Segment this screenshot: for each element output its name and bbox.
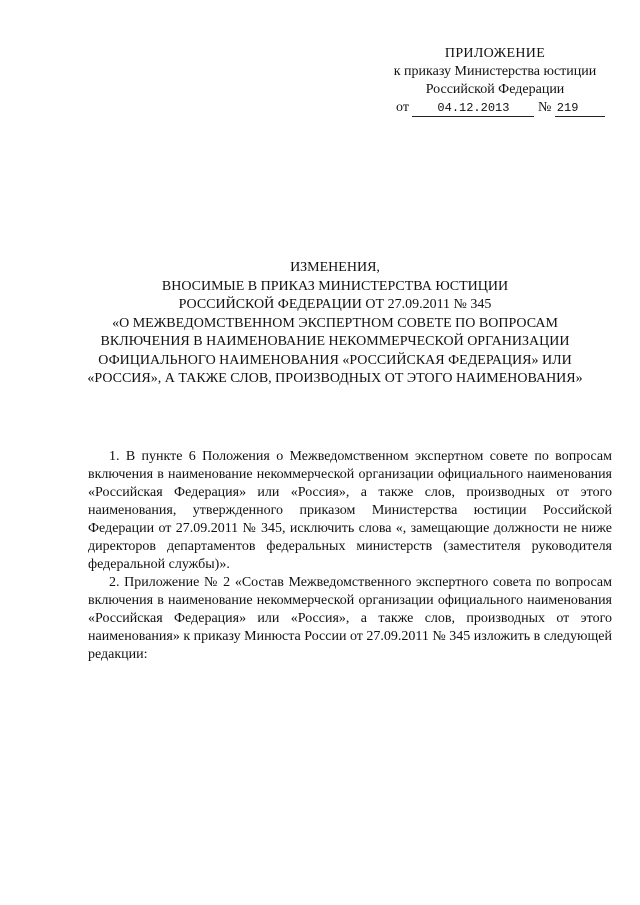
appendix-block — [380, 45, 610, 117]
document-body — [88, 448, 612, 664]
appendix-line-federation: Российской Федерации — [425, 82, 565, 97]
order-date: 04.12.2013 — [412, 101, 534, 117]
appendix-title: ПРИЛОЖЕНИЕ — [444, 46, 546, 61]
appendix-line-order: к приказу Министерства юстиции — [393, 64, 597, 79]
number-label: № — [537, 100, 552, 115]
heading-line: ИЗМЕНЕНИЯ, — [290, 260, 380, 275]
heading-line: ВНОСИМЫЕ В ПРИКАЗ МИНИСТЕРСТВА ЮСТИЦИИ — [161, 278, 509, 294]
heading-line: «О МЕЖВЕДОМСТВЕННОМ ЭКСПЕРТНОМ СОВЕТЕ ПО ВОПРОСАМ — [112, 315, 558, 331]
order-number: 219 — [555, 101, 605, 117]
heading-line: «РОССИЯ», А ТАКЖЕ СЛОВ, ПРОИЗВОДНЫХ ОТ ЭТОГО НАИМЕНОВАНИЯ» — [87, 371, 583, 386]
order-date-number-line — [380, 99, 610, 117]
from-label: от — [396, 100, 409, 115]
heading-line: ВКЛЮЧЕНИЯ В НАИМЕНОВАНИЕ НЕКОММЕРЧЕСКОЙ ОРГАНИЗАЦИИ — [100, 334, 570, 349]
document-heading — [50, 259, 620, 389]
heading-line: РОССИЙСКОЙ ФЕДЕРАЦИИ ОТ 27.09.2011 № 345 — [178, 297, 492, 312]
paragraph-1: 1. В пункте 6 Положения о Межведомственном экспертном совете по вопросам включения в наименование некоммерческой организации официального наименования «Российская Федерация» или «Россия», а также слов, производных от этого наименования, утвержденного приказом Министерства юстиции Российской Федерации от 27.09.2011 № 345, исключить слова «, замещающие должности не ниже директоров департаментов федеральных министерств (заместителя руководителя федеральной службы)». — [88, 449, 612, 572]
paragraph-2: 2. Приложение № 2 «Состав Межведомственного экспертного совета по вопросам включения в наименование некоммерческой организации официального наименования «Российская Федерация» или «Россия», а также слов, производных от этого наименования» к приказу Минюста России от 27.09.2011 № 345 изложить в следующей редакции: — [88, 575, 612, 662]
heading-line: ОФИЦИАЛЬНОГО НАИМЕНОВАНИЯ «РОССИЙСКАЯ ФЕДЕРАЦИЯ» ИЛИ — [98, 352, 572, 368]
